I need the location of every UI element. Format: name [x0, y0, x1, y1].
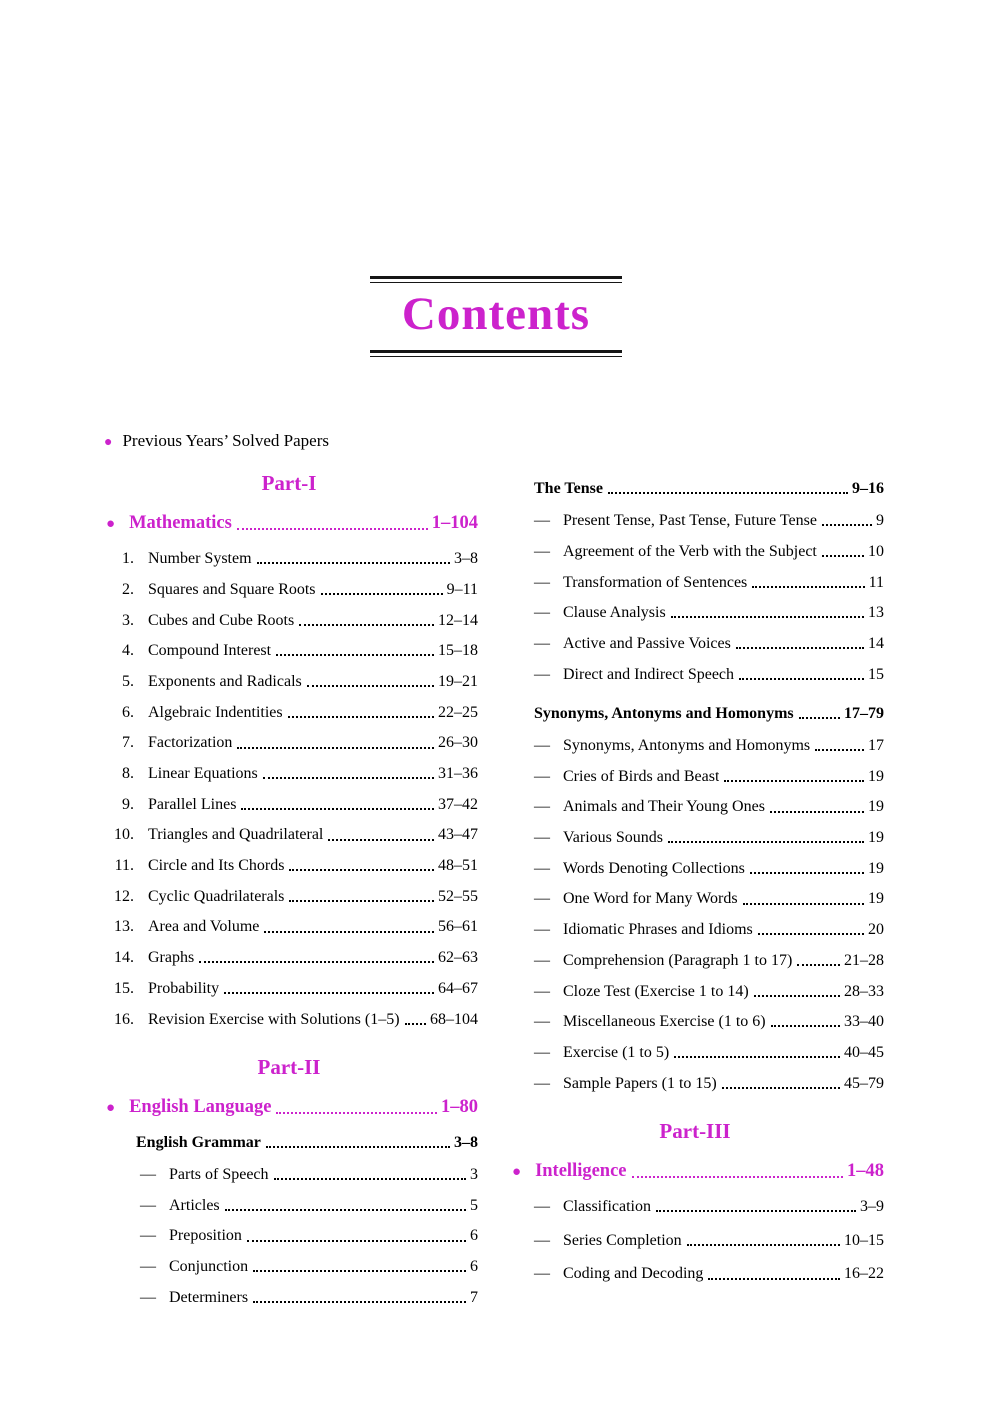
item-pages: 40–45 — [844, 1043, 884, 1061]
item-number: 13. — [114, 918, 134, 936]
toc-item — [506, 982, 884, 1001]
item-dash: — — [534, 798, 550, 816]
toc-item — [506, 665, 884, 684]
item-pages: 20 — [868, 921, 884, 939]
item-dash: — — [140, 1196, 156, 1214]
toc-item — [100, 703, 478, 722]
dot-leader — [754, 995, 840, 997]
intro-text: Previous Years’ Solved Papers — [122, 431, 329, 450]
dot-leader — [750, 872, 864, 874]
item-label: One Word for Many Words — [563, 890, 738, 908]
subsection-the-tense — [506, 479, 884, 498]
toc-item — [506, 511, 884, 530]
dot-leader — [758, 933, 864, 935]
dot-leader — [276, 654, 434, 656]
toc-item — [506, 859, 884, 878]
item-label: Graphs — [148, 949, 195, 967]
dot-leader — [822, 555, 864, 557]
dot-leader — [274, 1178, 466, 1180]
item-pages: 3–9 — [860, 1197, 884, 1215]
item-pages: 9–11 — [446, 580, 478, 598]
item-pages: 12–14 — [438, 611, 478, 629]
item-pages: 3 — [470, 1166, 478, 1184]
item-dash: — — [140, 1288, 156, 1306]
dot-leader — [289, 869, 434, 871]
toc-item — [506, 634, 884, 653]
intelligence-item-list — [506, 1197, 884, 1284]
item-pages: 19 — [868, 798, 884, 816]
item-pages: 22–25 — [438, 703, 478, 721]
item-label: Words Denoting Collections — [563, 859, 745, 877]
item-pages: 56–61 — [438, 918, 478, 936]
bullet-icon: ● — [104, 435, 113, 450]
toc-item — [506, 1197, 884, 1216]
dot-leader — [253, 1301, 466, 1303]
toc-columns — [0, 451, 992, 1319]
item-number: 1. — [122, 550, 134, 568]
item-pages: 15–18 — [438, 642, 478, 660]
dot-leader — [668, 841, 864, 843]
dot-leader — [815, 749, 864, 751]
item-label: Series Completion — [563, 1231, 682, 1249]
dot-leader — [797, 964, 840, 966]
dot-leader — [656, 1210, 856, 1212]
right-column — [506, 457, 884, 1319]
grammar-item-list — [100, 1165, 478, 1307]
item-label: Factorization — [148, 734, 233, 752]
toc-item — [506, 797, 884, 816]
dot-leader — [289, 900, 434, 902]
dot-leader — [743, 903, 864, 905]
tense-item-list — [506, 511, 884, 684]
item-dash: — — [534, 737, 550, 754]
item-dash: — — [140, 1166, 156, 1184]
item-pages: 9 — [876, 512, 884, 530]
item-label: Active and Passive Voices — [563, 634, 731, 652]
item-label: Cubes and Cube Roots — [148, 611, 295, 629]
section-label: English Language — [129, 1096, 272, 1117]
dot-leader — [770, 811, 864, 813]
toc-item — [506, 1043, 884, 1062]
dot-leader — [771, 1025, 840, 1027]
item-label: Agreement of the Verb with the Subject — [563, 542, 817, 560]
item-dash: — — [534, 951, 550, 969]
toc-item — [506, 1264, 884, 1283]
item-number: 8. — [122, 765, 134, 782]
item-label: Area and Volume — [148, 918, 260, 936]
section-intelligence — [506, 1160, 884, 1182]
dot-leader — [263, 777, 434, 779]
item-pages: 7 — [470, 1288, 478, 1306]
dot-leader — [264, 931, 434, 933]
title-block — [370, 276, 622, 357]
dot-leader — [405, 1023, 426, 1025]
toc-item — [100, 979, 478, 998]
dot-leader — [253, 1270, 466, 1272]
item-dash: — — [534, 1074, 550, 1092]
item-label: Coding and Decoding — [563, 1265, 704, 1283]
item-number: 12. — [114, 887, 134, 905]
item-label: Revision Exercise with Solutions (1–5) — [148, 1010, 400, 1028]
toc-item — [506, 767, 884, 786]
section-pages: 1–48 — [847, 1160, 884, 1181]
toc-item — [100, 641, 478, 660]
item-dash: — — [534, 542, 550, 560]
dot-leader — [247, 1240, 466, 1242]
dot-leader — [739, 678, 864, 680]
subsection-label: English Grammar — [136, 1133, 261, 1151]
dot-leader — [237, 528, 428, 530]
item-pages: 28–33 — [844, 982, 884, 1000]
toc-item — [506, 1074, 884, 1093]
item-dash: — — [534, 1197, 550, 1215]
item-number: 15. — [114, 979, 134, 997]
item-label: Parallel Lines — [148, 795, 237, 813]
item-pages: 64–67 — [438, 979, 478, 997]
toc-item — [100, 795, 478, 814]
toc-item — [100, 1226, 478, 1245]
dot-leader — [276, 1112, 437, 1114]
item-label: Algebraic Indentities — [148, 703, 283, 721]
dot-leader — [736, 647, 864, 649]
item-label: Articles — [169, 1196, 220, 1214]
item-pages: 26–30 — [438, 734, 478, 752]
item-pages: 62–63 — [438, 949, 478, 967]
left-column — [100, 457, 478, 1319]
item-label: Sample Papers (1 to 15) — [563, 1074, 717, 1092]
toc-item — [506, 1012, 884, 1031]
item-dash: — — [534, 859, 550, 877]
item-pages: 19–21 — [438, 672, 478, 690]
dot-leader — [822, 524, 872, 526]
item-pages: 6 — [470, 1258, 478, 1276]
item-label: Compound Interest — [148, 642, 272, 660]
item-label: Triangles and Quadrilateral — [148, 826, 324, 844]
part2-heading: Part-II — [257, 1054, 321, 1079]
item-number: 4. — [122, 642, 134, 660]
item-dash: — — [534, 512, 550, 530]
toc-item — [100, 1165, 478, 1184]
item-label: Classification — [563, 1197, 651, 1215]
item-pages: 37–42 — [438, 795, 478, 813]
toc-item — [100, 887, 478, 906]
dot-leader — [257, 562, 450, 564]
item-number: 6. — [122, 703, 134, 721]
item-pages: 16–22 — [844, 1265, 884, 1283]
item-label: Circle and Its Chords — [148, 857, 285, 875]
dot-leader — [799, 717, 840, 719]
item-label: Probability — [148, 979, 220, 997]
item-dash: — — [534, 767, 550, 785]
subsection-label: The Tense — [534, 480, 603, 497]
dot-leader — [288, 716, 434, 718]
item-label: Idiomatic Phrases and Idioms — [563, 921, 753, 939]
toc-item — [100, 825, 478, 844]
item-label: Clause Analysis — [563, 604, 666, 622]
item-number: 10. — [114, 826, 134, 844]
subsection-synonyms — [506, 704, 884, 723]
title-bottom-rule — [370, 350, 622, 357]
item-label: Present Tense, Past Tense, Future Tense — [563, 512, 817, 530]
item-label: Direct and Indirect Speech — [563, 665, 735, 683]
item-number: 5. — [122, 672, 134, 690]
bullet-icon: ● — [106, 1099, 116, 1116]
dot-leader — [687, 1244, 840, 1246]
toc-item — [506, 573, 884, 592]
dot-leader — [674, 1056, 840, 1058]
dot-leader — [299, 624, 434, 626]
toc-item — [100, 917, 478, 936]
section-mathematics — [100, 512, 478, 534]
dot-leader — [708, 1278, 840, 1280]
item-dash: — — [534, 982, 550, 1000]
item-pages: 17 — [868, 737, 884, 754]
item-number: 16. — [114, 1010, 134, 1028]
subsection-pages: 3–8 — [454, 1133, 478, 1151]
item-pages: 13 — [868, 604, 884, 622]
subsection-label: Synonyms, Antonyms and Homonyms — [534, 704, 794, 722]
item-dash: — — [534, 890, 550, 908]
toc-item — [100, 1288, 478, 1307]
item-pages: 45–79 — [844, 1074, 884, 1092]
item-dash: — — [534, 1013, 550, 1031]
item-pages: 43–47 — [438, 826, 478, 844]
subsection-pages: 9–16 — [852, 480, 884, 497]
subsection-pages: 17–79 — [844, 704, 884, 722]
dot-leader — [608, 492, 848, 494]
item-pages: 68–104 — [430, 1010, 478, 1028]
item-pages: 33–40 — [844, 1013, 884, 1031]
item-pages: 15 — [868, 665, 884, 683]
title-top-rule — [370, 276, 622, 283]
dot-leader — [241, 808, 434, 810]
section-pages: 1–104 — [431, 513, 478, 533]
synonyms-item-list — [506, 736, 884, 1093]
part1-heading: Part-I — [261, 471, 317, 495]
toc-item — [100, 1010, 478, 1029]
item-dash: — — [534, 829, 550, 847]
item-pages: 19 — [868, 829, 884, 847]
item-label: Various Sounds — [563, 829, 664, 847]
item-pages: 52–55 — [438, 887, 478, 905]
section-pages: 1–80 — [441, 1096, 478, 1117]
item-pages: 31–36 — [438, 765, 478, 782]
item-label: Exponents and Radicals — [148, 672, 302, 690]
dot-leader — [266, 1146, 450, 1148]
item-dash: — — [534, 1265, 550, 1283]
item-label: Miscellaneous Exercise (1 to 6) — [563, 1013, 766, 1031]
dot-leader — [199, 961, 434, 963]
bullet-icon: ● — [106, 516, 116, 532]
toc-item — [506, 1231, 884, 1250]
item-dash: — — [534, 1231, 550, 1249]
item-pages: 21–28 — [844, 951, 884, 969]
item-dash: — — [140, 1227, 156, 1245]
item-label: Number System — [148, 550, 252, 568]
toc-item — [100, 1196, 478, 1215]
toc-item — [506, 889, 884, 908]
mathematics-item-list — [100, 549, 478, 1029]
item-label: Cries of Birds and Beast — [563, 767, 720, 785]
item-label: Preposition — [169, 1227, 242, 1245]
item-pages: 10 — [868, 542, 884, 560]
item-pages: 14 — [868, 634, 884, 652]
item-dash: — — [140, 1258, 156, 1276]
toc-item — [100, 672, 478, 691]
dot-leader — [225, 1209, 466, 1211]
part3-heading: Part-III — [659, 1118, 731, 1143]
item-number: 7. — [122, 734, 134, 752]
item-label: Cloze Test (Exercise 1 to 14) — [563, 982, 749, 1000]
dot-leader — [224, 992, 434, 994]
item-pages: 48–51 — [438, 857, 478, 875]
item-label: Conjunction — [169, 1258, 249, 1276]
item-number: 14. — [114, 949, 134, 967]
item-dash: — — [534, 604, 550, 622]
section-label: Intelligence — [535, 1160, 627, 1181]
item-pages: 6 — [470, 1227, 478, 1245]
item-dash: — — [534, 665, 550, 683]
toc-item — [100, 549, 478, 568]
dot-leader — [328, 839, 434, 841]
item-dash: — — [534, 921, 550, 939]
item-label: Squares and Square Roots — [148, 580, 316, 598]
item-pages: 19 — [868, 890, 884, 908]
item-dash: — — [534, 573, 550, 591]
item-number: 3. — [122, 611, 134, 629]
item-dash: — — [534, 1043, 550, 1061]
toc-item — [100, 856, 478, 875]
dot-leader — [237, 747, 434, 749]
section-label: Mathematics — [129, 513, 232, 533]
item-label: Comprehension (Paragraph 1 to 17) — [563, 951, 793, 969]
item-number: 2. — [122, 580, 134, 598]
item-pages: 19 — [868, 859, 884, 877]
toc-item — [506, 828, 884, 847]
item-dash: — — [534, 634, 550, 652]
item-pages: 10–15 — [844, 1231, 884, 1249]
item-label: Synonyms, Antonyms and Homonyms — [563, 737, 811, 754]
item-label: Transformation of Sentences — [563, 573, 748, 591]
item-label: Cyclic Quadrilaterals — [148, 887, 285, 905]
dot-leader — [321, 593, 443, 595]
item-number: 9. — [122, 795, 134, 813]
toc-item — [100, 1257, 478, 1276]
toc-item — [506, 603, 884, 622]
toc-item — [100, 948, 478, 967]
toc-item — [506, 542, 884, 561]
item-pages: 19 — [868, 767, 884, 785]
item-label: Exercise (1 to 5) — [563, 1043, 670, 1061]
dot-leader — [307, 685, 434, 687]
item-label: Determiners — [169, 1288, 249, 1306]
toc-item — [100, 764, 478, 783]
toc-item — [100, 733, 478, 752]
dot-leader — [752, 586, 864, 588]
item-label: Animals and Their Young Ones — [563, 798, 765, 816]
section-english-language — [100, 1096, 478, 1118]
item-pages: 5 — [470, 1196, 478, 1214]
dot-leader — [671, 616, 864, 618]
toc-item — [506, 736, 884, 755]
item-number: 11. — [114, 857, 134, 875]
subsection-english-grammar — [100, 1133, 478, 1152]
item-label: Parts of Speech — [169, 1166, 269, 1184]
toc-item — [506, 920, 884, 939]
item-label: Linear Equations — [148, 765, 258, 782]
dot-leader — [722, 1087, 840, 1089]
bullet-icon: ● — [512, 1163, 522, 1180]
intro-row — [104, 431, 992, 451]
dot-leader — [632, 1176, 843, 1178]
toc-item — [100, 580, 478, 599]
toc-item — [100, 611, 478, 630]
page-title: Contents — [401, 288, 591, 340]
item-pages: 11 — [868, 573, 884, 591]
dot-leader — [724, 780, 864, 782]
item-pages: 3–8 — [454, 550, 478, 568]
toc-item — [506, 951, 884, 970]
